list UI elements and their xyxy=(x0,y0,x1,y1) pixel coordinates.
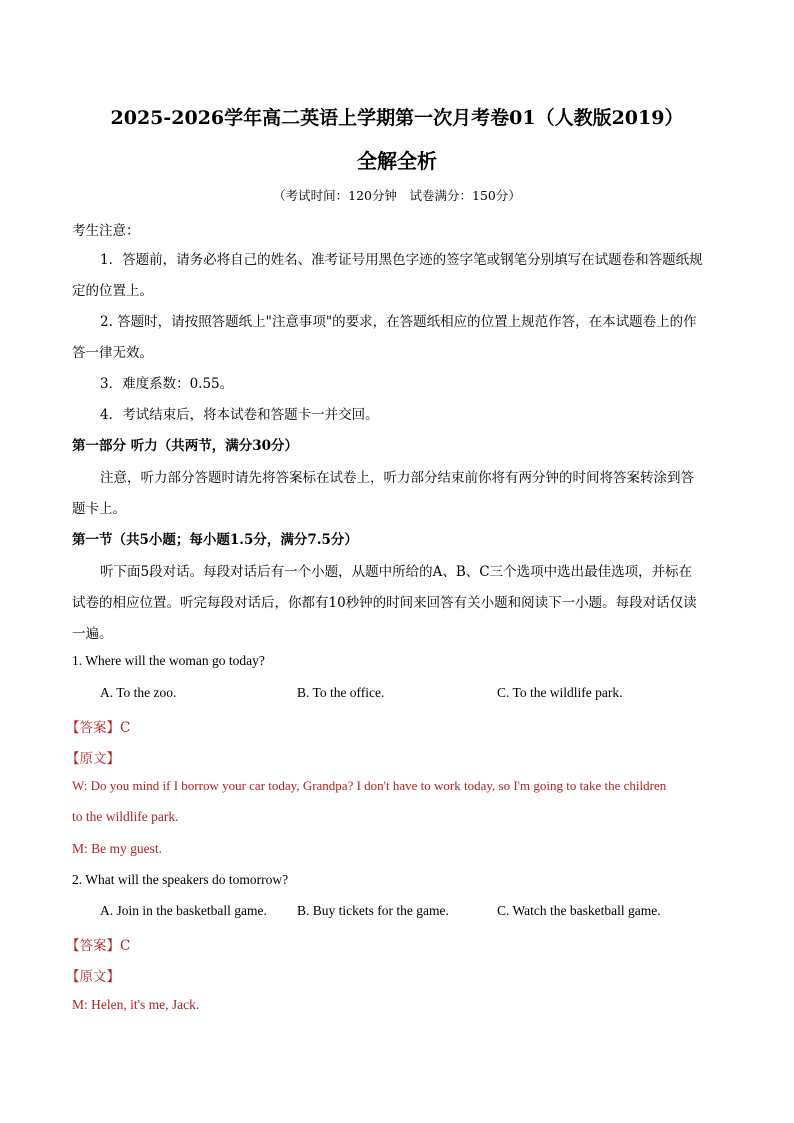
notice-item-4: 4．考试结束后，将本试卷和答题卡一并交回。 xyxy=(100,407,379,423)
notice-item-1-line-1: 1．答题前，请务必将自己的姓名、准考证号用黑色字迹的签字笔或钢笔分别填写在试题卷和答题纸规 xyxy=(100,252,703,268)
notice-heading: 考生注意： xyxy=(72,223,140,239)
part1-note-line-1: 注意，听力部分答题时请先将答案标在试卷上，听力部分结束前你将有两分钟的时间将答案转涂到答 xyxy=(100,470,694,486)
question-2-option-c: C. Watch the basketball game. xyxy=(497,903,661,918)
question-1-transcript-line-2: to the wildlife park. xyxy=(72,809,179,824)
question-2-transcript-line-1: M: Helen, it's me, Jack. xyxy=(72,997,200,1012)
question-2: 2. What will the speakers do tomorrow? xyxy=(72,872,289,887)
notice-item-2-line-1: 2. 答题时，请按照答题纸上"注意事项"的要求，在答题纸相应的位置上规范作答，在本试题卷上的作 xyxy=(100,314,697,330)
exam-info: （考试时间：120分钟 试卷满分：150分） xyxy=(273,188,521,203)
question-1-transcript-line-1: W: Do you mind if I borrow your car today, Grandpa? I don't have to work today, so I'm going to take the children xyxy=(72,778,667,793)
question-2-option-a: A. Join in the basketball game. xyxy=(100,903,267,918)
notice-item-1-line-2: 定的位置上。 xyxy=(72,283,153,299)
question-1-transcript-line-3: M: Be my guest. xyxy=(72,841,162,856)
notice-item-2-line-2: 答一律无效。 xyxy=(72,345,153,361)
section1-instruction-line-2: 试卷的相应位置。听完每段对话后，你都有10秒钟的时间来回答有关小题和阅读下一小题。每段对话仅读 xyxy=(72,595,697,611)
part1-note-line-2: 题卡上。 xyxy=(72,501,126,517)
question-1-option-b: B. To the office. xyxy=(297,685,385,700)
section1-instruction-line-1: 听下面5段对话。每段对话后有一个小题，从题中所给的A、B、C三个选项中选出最佳选项，并标在 xyxy=(100,564,693,580)
part1-heading: 第一部分 听力（共两节，满分30分） xyxy=(72,438,298,454)
question-1-option-a: A. To the zoo. xyxy=(100,685,177,700)
exam-title: 2025-2026学年高二英语上学期第一次月考卷01（人教版2019） xyxy=(110,107,684,129)
notice-item-3: 3．难度系数：0.55。 xyxy=(100,376,234,392)
question-2-answer: 【答案】C xyxy=(66,938,131,954)
exam-subtitle: 全解全析 xyxy=(357,149,437,173)
question-1-transcript-label: 【原文】 xyxy=(66,751,120,767)
question-1-option-c: C. To the wildlife park. xyxy=(497,685,623,700)
question-2-transcript-label: 【原文】 xyxy=(66,969,120,985)
question-2-option-b: B. Buy tickets for the game. xyxy=(297,903,449,918)
section1-heading: 第一节（共5小题；每小题1.5分，满分7.5分） xyxy=(72,532,358,548)
question-1-answer: 【答案】C xyxy=(66,720,131,736)
section1-instruction-line-3: 一遍。 xyxy=(72,626,113,642)
question-1: 1. Where will the woman go today? xyxy=(72,653,265,668)
